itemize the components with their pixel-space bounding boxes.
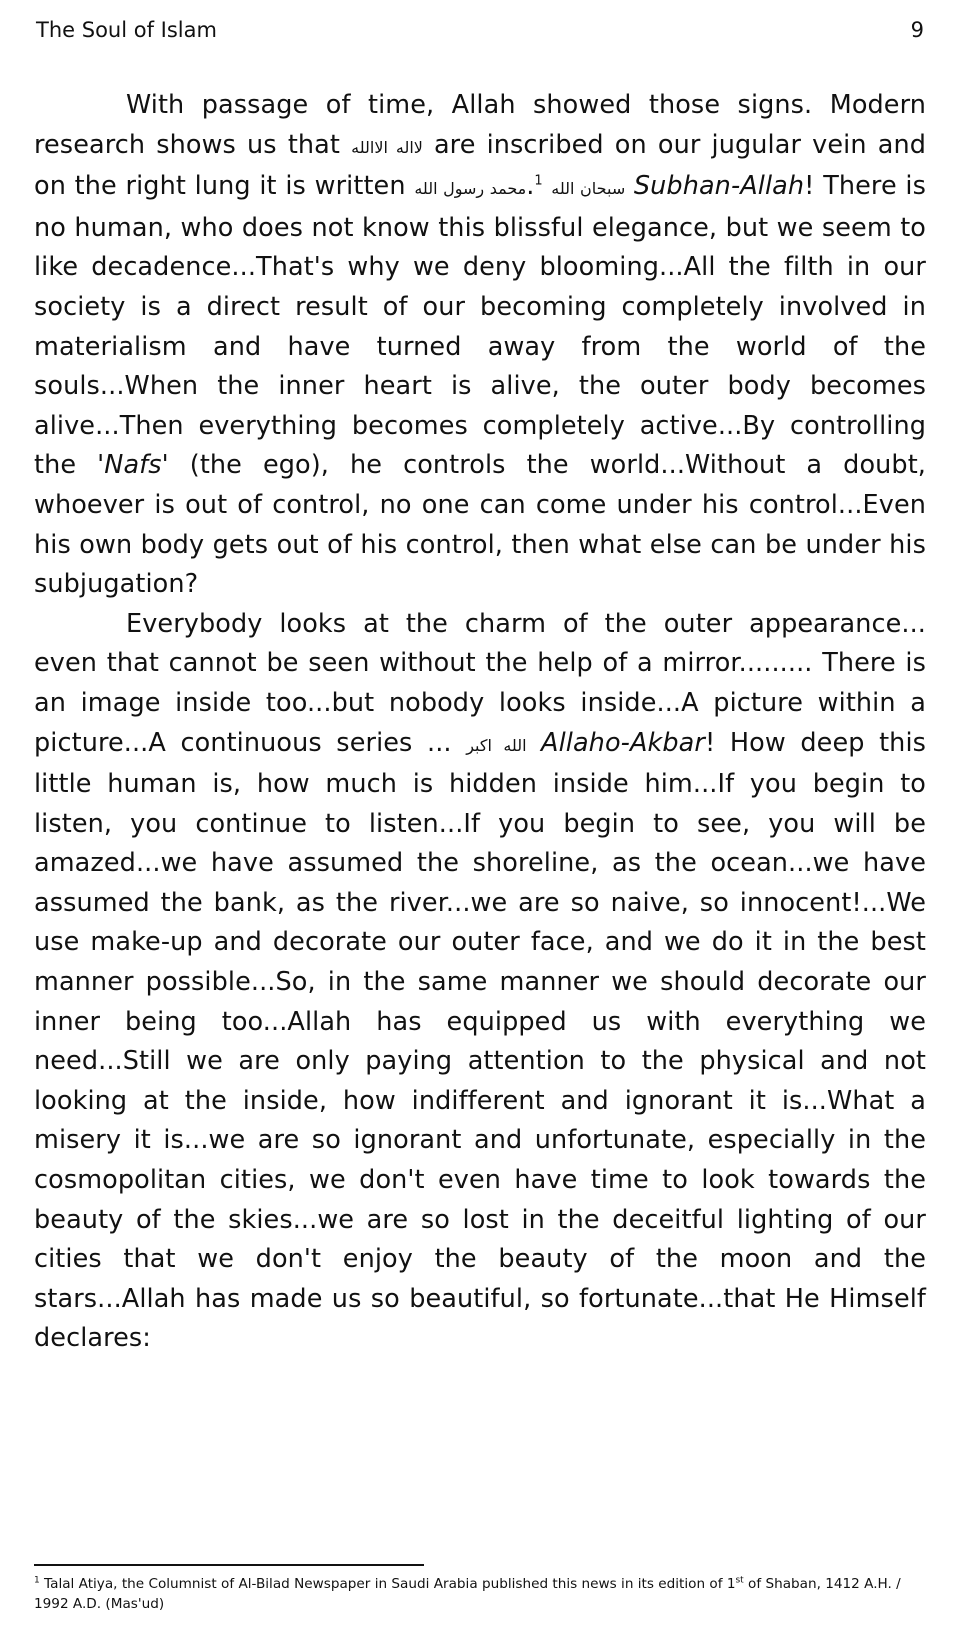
footnote-text: of Shaban, 1412 A.H. / 1992 A.D. (Mas'ud) xyxy=(34,1576,901,1612)
footnote-reference: 1 xyxy=(534,173,543,189)
footnote-divider xyxy=(34,1564,424,1566)
arabic-text: الله اكبر xyxy=(466,735,527,755)
text-run: ' (the ego), he controls the world...Without a doubt, whoever is out of control, no one can come under his control...Even his own body gets out of his control, then what else can be under his subjugation? xyxy=(34,450,926,600)
arabic-text: لااله الاالله xyxy=(351,137,423,157)
text-run: ! How deep this little human is, how much is hidden inside him...If you begin to listen, you continue to listen...If you begin to see, you will be amazed...we have assumed the shoreline, as the ocean...we have assumed the bank, as the river...we are so naive, so innocent!...We use make-up and decorate our outer face, and we do it in the best manner possible...So, in the same manner we should decorate our inner being too...Allah has equipped us with everything we need...Still we are only paying attention to the physical and not looking at the inside, how indifferent and ignorant it is...What a misery it is...we are so ignorant and unfortunate, especially in the cosmopolitan cities, we don't even have time to look towards the beauty of the skies...we are so lost in the deceitful lighting of our cities that we don't enjoy the beauty of the moon and the stars...Allah has made us so beautiful, so fortunate...that He Himself declares: xyxy=(34,727,927,1354)
page-header xyxy=(36,18,924,48)
text-run: are inscribed on our jugular vein and on the right lung it is written xyxy=(34,129,926,202)
italic-text: Allaho-Akbar xyxy=(541,727,705,758)
text-run xyxy=(527,728,541,758)
arabic-text: سبحان الله xyxy=(551,179,626,199)
paragraph-2 xyxy=(34,605,926,1359)
italic-text: Nafs xyxy=(104,450,162,481)
text-run: . xyxy=(526,171,535,202)
arabic-text: محمد رسول الله xyxy=(414,179,527,199)
text-run xyxy=(543,171,552,201)
page-number: 9 xyxy=(910,18,924,42)
footnote-mark: 1 xyxy=(34,1575,40,1586)
text-run xyxy=(625,171,634,201)
text-run: With passage of time, Allah showed those signs. Modern research shows us that xyxy=(34,90,926,160)
running-title: The Soul of Islam xyxy=(36,18,217,42)
ordinal-suffix: st xyxy=(735,1575,744,1586)
footnote xyxy=(34,1574,926,1614)
footnote-text: Talal Atiya, the Columnist of Al-Bilad Newspaper in Saudi Arabia published this news in its edition of 1 xyxy=(39,1576,736,1592)
text-run: ! There is no human, who does not know this blissful elegance, but we seem to like decadence...That's why we deny blooming...All the filth in our society is a direct result of our becoming completely involved in materialism and have turned away from the world of the souls...When the inner heart is alive, the outer body becomes alive...Then everything becomes completely active...By controlling the ' xyxy=(34,171,927,481)
text-run: Everybody looks at the charm of the outer appearance... even that cannot be seen without the help of a mirror......... There is an image inside too...but nobody looks inside...A picture within a picture...A continuous series ... xyxy=(34,608,926,758)
italic-text: Subhan-Allah xyxy=(633,171,805,202)
paragraph-1 xyxy=(34,86,926,605)
body-text xyxy=(34,86,926,1359)
